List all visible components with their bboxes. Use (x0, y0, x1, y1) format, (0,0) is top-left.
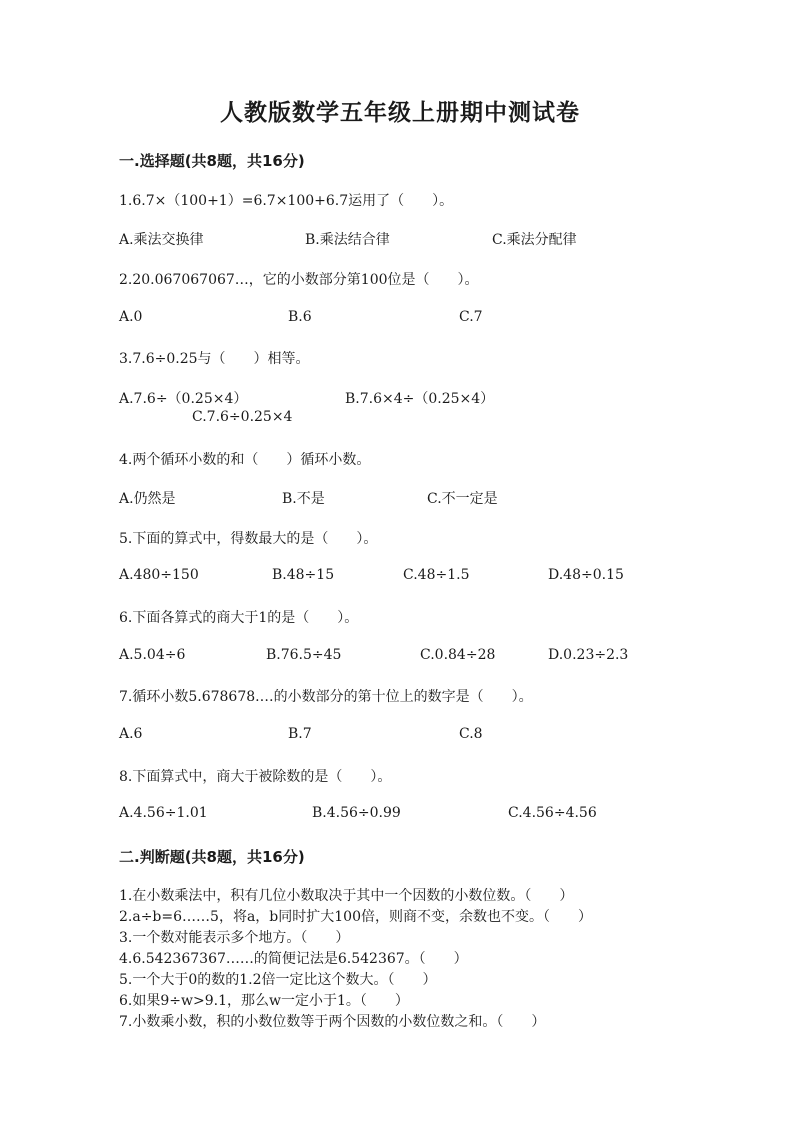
question-stem: 8.下面算式中，商大于被除数的是（ ）。 (119, 769, 392, 785)
question-stem: 2.20.067067067…，它的小数部分第100位是（ ）。 (119, 272, 479, 288)
option-b: B.76.5÷45 (266, 647, 342, 663)
option-c: C.4.56÷4.56 (508, 805, 597, 821)
judgment-item: 4.6.542367367……的简便记法是6.542367。（ ） (119, 951, 468, 967)
option-a: A.4.56÷1.01 (119, 805, 208, 821)
section-heading-choice: 一.选择题(共8题，共16分) (119, 152, 305, 170)
option-c: C.7 (459, 309, 483, 325)
judgment-item: 5.一个大于0的数的1.2倍一定比这个数大。（ ） (119, 972, 437, 988)
option-b: B.4.56÷0.99 (312, 805, 401, 821)
option-b: B.48÷15 (272, 567, 335, 583)
option-c: C.7.6÷0.25×4 (192, 409, 293, 425)
option-d: D.48÷0.15 (548, 567, 624, 583)
section-heading-judgment: 二.判断题(共8题，共16分) (119, 848, 305, 866)
question-stem: 7.循环小数5.678678.…的小数部分的第十位上的数字是（ ）。 (119, 689, 533, 705)
judgment-item: 2.a÷b=6……5，将a，b同时扩大100倍，则商不变，余数也不变。（ ） (119, 909, 592, 925)
option-c: C.48÷1.5 (403, 567, 470, 583)
option-a: A.5.04÷6 (119, 647, 186, 663)
option-a: A.480÷150 (119, 567, 199, 583)
question-stem: 1.6.7×（100+1）=6.7×100+6.7运用了（ ）。 (119, 193, 454, 209)
judgment-item: 3.一个数对能表示多个地方。（ ） (119, 930, 350, 946)
option-a: A.乘法交换律 (119, 232, 204, 248)
option-c: C.8 (459, 726, 483, 742)
option-d: D.0.23÷2.3 (548, 647, 629, 663)
question-stem: 4.两个循环小数的和（ ）循环小数。 (119, 452, 371, 468)
question-stem: 5.下面的算式中，得数最大的是（ ）。 (119, 531, 378, 547)
option-c: C.乘法分配律 (492, 232, 577, 248)
question-stem: 6.下面各算式的商大于1的是（ ）。 (119, 610, 359, 626)
judgment-item: 1.在小数乘法中，积有几位小数取决于其中一个因数的小数位数。（ ） (119, 888, 574, 904)
option-a: A.0 (119, 309, 143, 325)
option-c: C.不一定是 (427, 491, 498, 507)
option-b: B.不是 (282, 491, 325, 507)
option-c: C.0.84÷28 (420, 647, 496, 663)
option-a: A.仍然是 (119, 491, 176, 507)
question-stem: 3.7.6÷0.25与（ ）相等。 (119, 351, 310, 367)
judgment-item: 7.小数乘小数，积的小数位数等于两个因数的小数位数之和。（ ） (119, 1014, 546, 1030)
option-b: B.7 (288, 726, 312, 742)
option-a: A.6 (119, 726, 143, 742)
option-a: A.7.6÷（0.25×4） (119, 391, 248, 407)
page-title: 人教版数学五年级上册期中测试卷 (220, 100, 580, 126)
option-b: B.乘法结合律 (305, 232, 390, 248)
judgment-item: 6.如果9÷w>9.1，那么w一定小于1。（ ） (119, 993, 409, 1009)
option-b: B.6 (288, 309, 312, 325)
option-b: B.7.6×4÷（0.25×4） (345, 391, 495, 407)
